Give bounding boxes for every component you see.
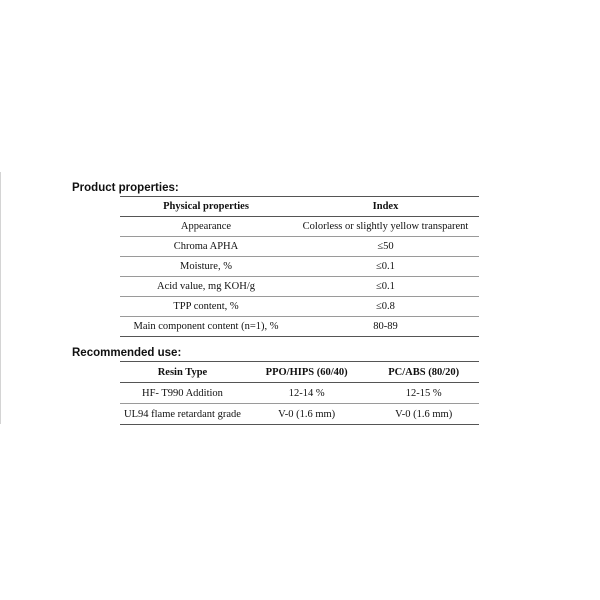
use-row-label: HF- T990 Addition xyxy=(120,383,245,404)
property-name: Acid value, mg KOH/g xyxy=(120,277,292,297)
recommended-use-table xyxy=(120,361,479,425)
product-properties-heading: Product properties: xyxy=(72,182,179,194)
property-name: Main component content (n=1), % xyxy=(120,317,292,337)
property-name: Appearance xyxy=(120,217,292,237)
column-header-pc-abs: PC/ABS (80/20) xyxy=(368,362,479,383)
property-index: ≤0.8 xyxy=(292,297,479,317)
table-header-row xyxy=(120,362,479,383)
property-index: Colorless or slightly yellow transparent xyxy=(292,217,479,237)
property-index: ≤0.1 xyxy=(292,257,479,277)
property-name: Chroma APHA xyxy=(120,237,292,257)
table-row xyxy=(120,317,479,337)
table-row xyxy=(120,383,479,404)
table-header-row xyxy=(120,197,479,217)
property-name: Moisture, % xyxy=(120,257,292,277)
table-row xyxy=(120,257,479,277)
recommended-use-heading: Recommended use: xyxy=(72,347,182,359)
use-value-ppo-hips: V-0 (1.6 mm) xyxy=(245,404,369,425)
use-value-pc-abs: V-0 (1.6 mm) xyxy=(368,404,479,425)
column-header-resin-type: Resin Type xyxy=(120,362,245,383)
table-row xyxy=(120,297,479,317)
property-index: ≤0.1 xyxy=(292,277,479,297)
column-header-index: Index xyxy=(292,197,479,217)
table-row xyxy=(120,404,479,425)
use-value-ppo-hips: 12-14 % xyxy=(245,383,369,404)
property-index: 80-89 xyxy=(292,317,479,337)
property-name: TPP content, % xyxy=(120,297,292,317)
table-row xyxy=(120,277,479,297)
property-index: ≤50 xyxy=(292,237,479,257)
table-row xyxy=(120,237,479,257)
column-header-physical-properties: Physical properties xyxy=(120,197,292,217)
use-row-label: UL94 flame retardant grade xyxy=(120,404,245,425)
table-row xyxy=(120,217,479,237)
use-value-pc-abs: 12-15 % xyxy=(368,383,479,404)
column-header-ppo-hips: PPO/HIPS (60/40) xyxy=(245,362,369,383)
product-properties-table xyxy=(120,196,479,337)
left-border-line xyxy=(0,172,1,424)
